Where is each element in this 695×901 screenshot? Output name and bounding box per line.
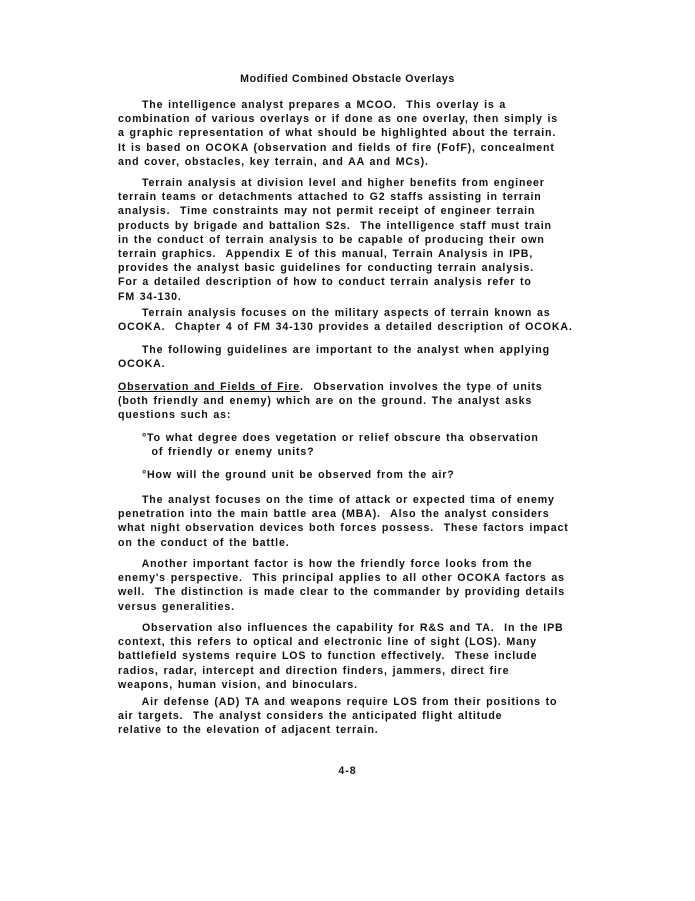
page-number: 4-8 (338, 765, 357, 777)
paragraph-time-of-attack: The analyst focuses on the time of attack or expected tima of enemy penetration into the main battle area (MBA). Also the analyst considers what night observation devices both forces possess. These factors impact on the conduct of the battle. (118, 494, 569, 549)
paragraph-mcoo-intro: The intelligence analyst prepares a MCOO. This overlay is a combination of various overlays or if done as one overlay, then simply is a graphic representation of what should be highlighted about the terrain. It is based on OCOKA (observation and fields of fire (FofF), concealment and cover, obstacles, key terrain, and AA and MCs). (118, 99, 559, 168)
paragraph-ocoka-focus: Terrain analysis focuses on the military aspects of terrain known as OCOKA. Chapter 4 of FM 34-130 provides a detailed description of OCOKA. (118, 307, 573, 334)
paragraph-guidelines: The following guidelines are important to the analyst when applying OCOKA. (118, 344, 550, 371)
bullet-vegetation-question: °To what degree does vegetation or relief obscure tha observation of friendly or enemy units? (141, 432, 539, 459)
paragraph-enemy-perspective: Another important factor is how the friendly force looks from the enemy's perspective. This principal applies to all other OCOKA factors as well. The distinction is made clear to the commander by providing details versus generalities. (118, 558, 565, 613)
paragraph-los: Observation also influences the capability for R&S and TA. In the IPB context, this refers to optical and electronic line of sight (LOS). Many battlefield systems require LOS to function effectively. These include radios, radar, intercept and direction finders, jammers, direct fire weapons, human vision, and binoculars. (118, 622, 564, 691)
bullet-air-observation-question: °How will the ground unit be observed from the air? (118, 469, 455, 481)
observation-heading: Observation and Fields of Fire (118, 381, 300, 393)
observation-body: (both friendly and enemy) which are on the ground. The analyst asks questions such as: (118, 395, 533, 422)
paragraph-air-defense: Air defense (AD) TA and weapons require LOS from their positions to air targets. The analyst considers the anticipated flight altitude relative to the elevation of adjacent terrain. (118, 696, 558, 737)
paragraph-terrain-analysis: Terrain analysis at division level and higher benefits from engineer terrain teams or detachments attached to G2 staffs assisting in terrain analysis. Time constraints may not permit receipt of engineer terrain products by brigade and battalion S2s. The intelligence staff must train in the conduct of terrain analysis to be capable of producing their own terrain graphics. Appendix E of this manual, Terrain Analysis in IPB, provides the analyst basic guidelines for conducting terrain analysis. For a detailed description of how to conduct terrain analysis refer to FM 34-130. (118, 177, 552, 303)
page-title: Modified Combined Obstacle Overlays (240, 73, 455, 85)
paragraph-observation (118, 380, 593, 423)
observation-lead: . Observation involves the type of units (299, 381, 543, 393)
